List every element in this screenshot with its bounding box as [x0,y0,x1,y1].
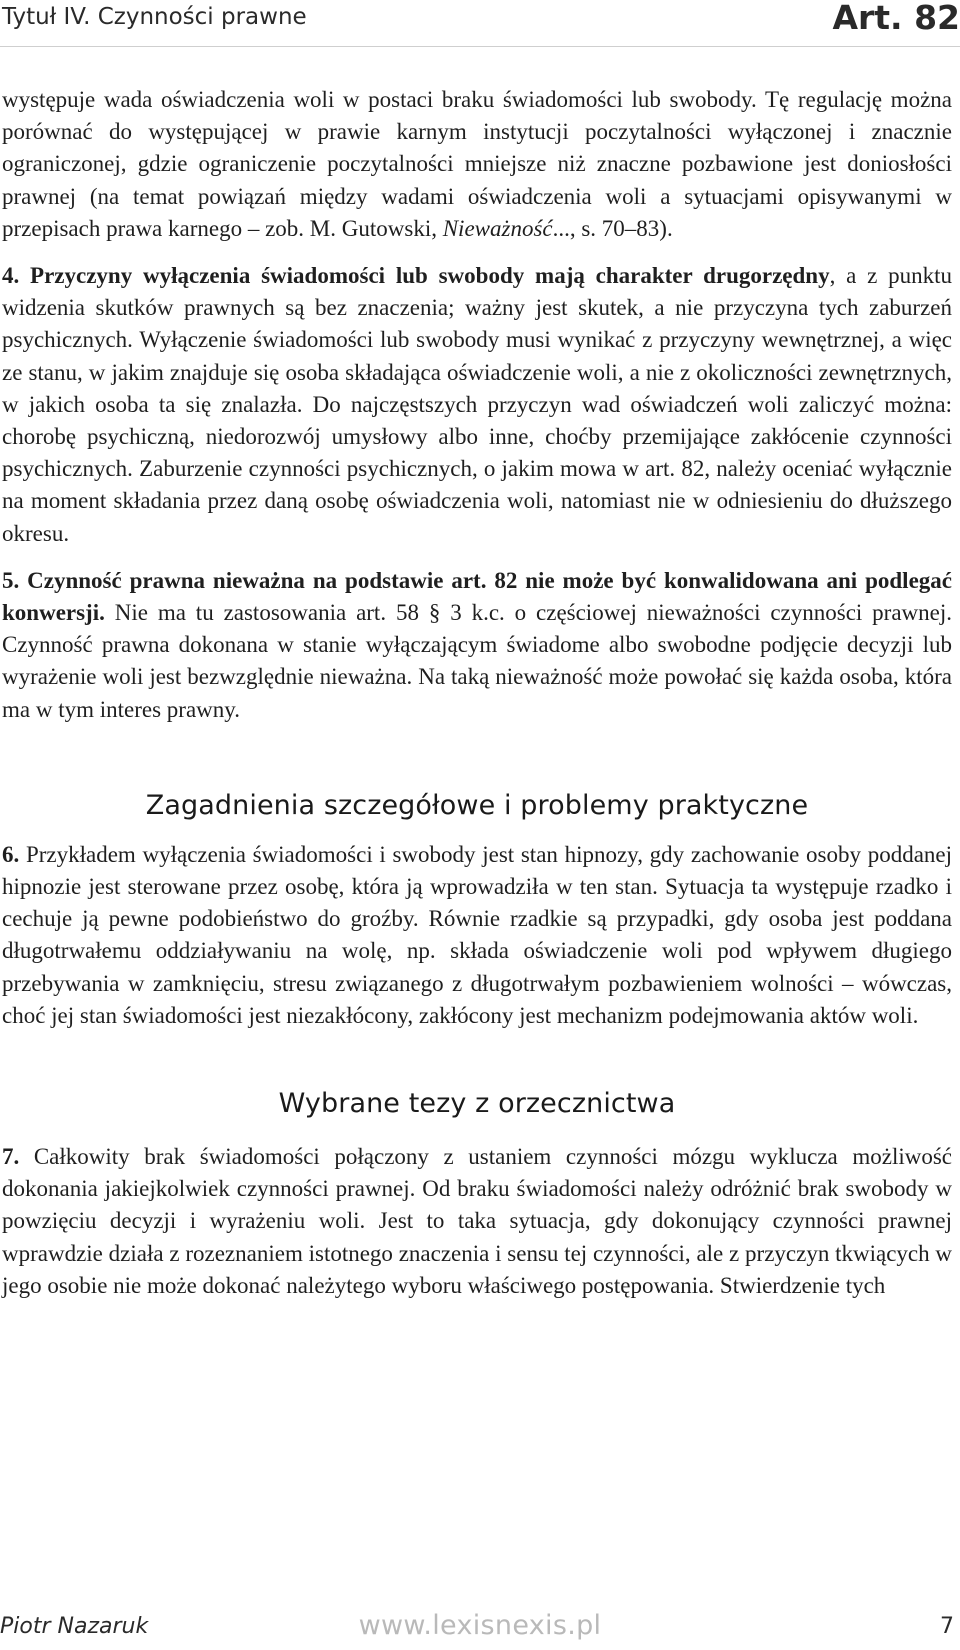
header-article-number: Art. 82 [832,0,960,37]
running-header [0,0,960,48]
paragraph-lead: Przyczyny wyłączenia świadomości lub swobody mają charakter drugorzędny [30,263,830,289]
paragraph-number: 7. [2,1144,20,1170]
paragraph-text: , a z punktu widzenia skutków prawnych są bez znaczenia; ważny jest skutek, a nie przyczyna tych zaburzeń psychicznych. Wyłączenie świadomości lub swobody musi wynikać z przyczyny wewnętrznej, a więc ze stanu, w jakim znajduje się osoba składająca oświadczenie woli, a nie z okoliczności zewnętrznych, w jakich osoba ta się znalazła. Do najczęstszych przyczyn wad oświadczeń woli zaliczyć można: chorobę psychiczną, niedorozwój umysłowy albo inne, choćby przemijające zakłócenie czynności psychicznych. Zaburzenie czynności psychicznych, o jakim mowa w art. 82, należy oceniać wyłącznie na moment składania przez daną osobę oświadczenia woli, natomiast nie w odniesieniu do dłuższego okresu. [2,263,953,546]
paragraph-lead: Czynność prawna nieważna na podstawie art. 82 nie może być konwalidowana ani podlegać konwersji. [2,567,952,626]
paragraph-5 [2,565,952,726]
paragraph-4 [2,260,952,550]
paragraph-text: Przykładem wyłączenia świadomości i swobody jest stan hipnozy, gdy zachowanie osoby poddanej hipnozie jest sterowane przez osobę, która ją wprowadziła w ten stan. Sytuacja ta występuje rzadko i cechuje ją pewne podobieństwo do groźby. Równie rzadkie są przypadki, gdy osoba jest poddana długotrwałemu oddziaływaniu na wolę, np. składa oświadczenie woli pod wpływem długiego przebywania w zamknięciu, stresu związanego z długotrwałym pozbawieniem wolności – wówczas, choć jej stan świadomości jest niezakłócony, zakłócony jest mechanizm podejmowania aktów woli. [2,841,952,1028]
document-body [2,84,952,1302]
paragraph-text: Nie ma tu zastosowania art. 58 § 3 k.c. o częściowej nieważności czynności prawnej. Czynność prawna dokonana w stanie wyłączającym świadome albo swobodne podjęcie decyzji lub wyrażenie woli jest bezwzględnie nieważna. Na taką nieważność może powołać się każda osoba, która ma w tym interes prawny. [2,600,952,722]
paragraph-number: 4. [2,263,20,289]
header-rule [0,46,960,47]
paragraph-text: Całkowity brak świadomości połączony z ustaniem czynności mózgu wyklucza możliwość dokonania jakiejkolwiek czynności prawnej. Od braku świadomości należy odróżnić brak swobody w powzięciu decyzji i wyrażeniu woli. Jest to taka sytuacja, gdy dokonujący czynności prawnej wprawdzie działa z rozeznaniem istotnego znaczenia i sensu tej czynności, ale z przyczyn tkwiących w jego osobie nie może dokonać należytego wyboru właściwego postępowania. Stwierdzenie tych [2,1144,952,1298]
footer-page-number: 7 [940,1614,954,1639]
paragraph-continued [2,84,952,245]
header-section-title: Tytuł IV. Czynności prawne [2,4,307,30]
paragraph-text: ..., s. 70–83). [552,215,673,241]
paragraph-7 [2,1141,952,1302]
paragraph-text: występuje wada oświadczenia woli w postaci braku świadomości lub swobody. Tę regulację można porównać do występującej w prawie karnym instytucji poczytalności wyłączonej i znacznie ograniczonej, gdzie ograniczenie poczytalności mniejsze niż znaczne pozbawione jest doniosłości prawnej (na temat powiązań między wadami oświadczenia woli a sytuacjami opisywanymi w przepisach prawa karnego – zob. M. Gutowski, [2,87,952,241]
footer-website: www.lexisnexis.pl [358,1610,602,1641]
footer-author: Piotr Nazaruk [0,1614,149,1639]
running-footer [0,1610,960,1650]
section-heading-case-law: Wybrane tezy z orzecznictwa [278,1088,676,1120]
cited-title: Nieważność [442,215,553,241]
section-heading-details: Zagadnienia szczegółowe i problemy praktyczne [145,789,809,821]
paragraph-6 [2,839,952,1032]
paragraph-number: 5. [2,567,20,593]
paragraph-number: 6. [2,841,20,867]
